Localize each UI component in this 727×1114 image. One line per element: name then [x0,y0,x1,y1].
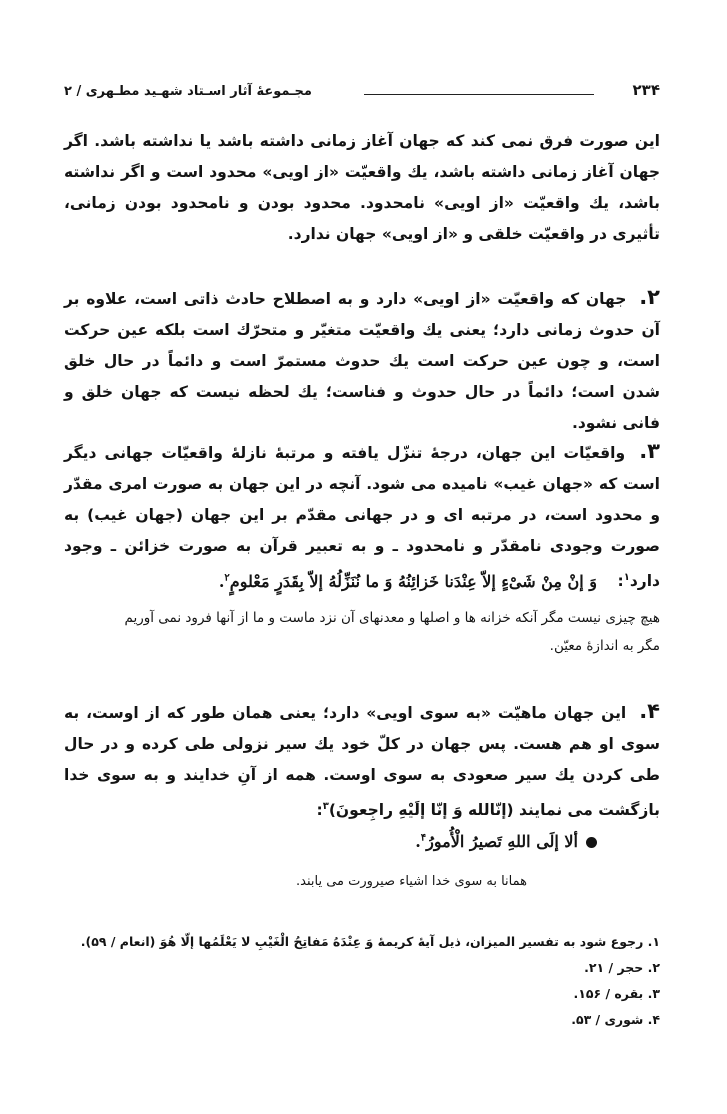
footnotes [64,929,660,1033]
footnote-3: ۳. بقره / ۱۵۶. [573,986,660,1001]
paragraph-text: این جهان ماهیّت «به سوی اویی» دارد؛ یعنی همان طور که از اوست، به سوی او هم هست. پس جهان در کلّ خود یك سیر نزولی طی کرده و در حال طی کردن یك سیر صعودی به سوی اوست. همه از آنِ خدایند و به سوی خدا بازگشت می نمایند [64,704,660,820]
page-number: ۲۳۴ [632,81,660,99]
running-header [64,80,660,106]
paragraph-3: ۳. واقعیّات این جهان، درجهٔ تنزّل یافته و مرتبهٔ نازلهٔ واقعیّات جهانی دیگر است که «جهان غیب» نامیده می شود. آنچه در این جهان به صورت امری مقدّر و محدود است، در مرتبه ای و در جهانی مقدّم بر این جهان (جهان غیب) به صورت وجودی نامقدّر و نامحدود ـ و به تعبیر قرآن به صورت خزائن ـ وجود دارد$^۱$: [64,439,660,591]
footnote-ref: ۱ [623,572,630,583]
section-number: ۲. [639,285,660,309]
verse-2-translation: همانا به سوی خدا اشیاء صیرورت می یابند. [296,874,527,889]
inline-verse: (إنّالله وَ إنّا إلَیْهِ راجِعونَ) [328,801,514,820]
verse-text: وَ إنْ مِنْ شَیْءٍ إلاّ عِنْدَنا خَزائِنُهُ وَ ما نُنَزِّلُهُ إلاّ بِقَدَرٍ مَعْلومٍ [229,572,597,591]
verse-1-translation: هیچ چیزی نیست مگر آنکه خزانه ها و اصلها و معدنهای آن نزد ماست و ما از آنها فرود نمی آوریم مگر به اندازهٔ معیّن. [124,610,660,654]
footnote-1: ۱. رجوع شود به تفسیر المیزان، ذیل آیهٔ کریمهٔ وَ عِنْدَهُ مَفاتِحُ الْغَیْبِ لا یَعْلَمُها إلّا هُوَ (انعام / ۵۹). [80,934,660,949]
bullet-icon [586,837,597,848]
section-number: ۳. [639,439,660,463]
footnote-4: ۴. شوری / ۵۳. [571,1012,660,1027]
quran-verse-2: ألا إلَی اللهِ تَصیرُ الْأُمورُ$^۴$. [415,832,597,851]
paragraph-text: این صورت فرق نمی کند که جهان آغاز زمانی داشته باشد یا نداشته باشد. اگر جهان آغاز زمانی داشته باشد، یك واقعیّت «از اویی» محدود است و اگر نداشته باشد، یك واقعیّت «از اویی» نامحدود. محدود بودن و نامحدود بودن زمانی، تأثیری در واقعیّت خلقی و «از اویی» جهان ندارد. [64,132,660,243]
footnote-2: ۲. حجر / ۲۱. [584,960,660,975]
paragraph-text: واقعیّات این جهان، درجهٔ تنزّل یافته و مرتبهٔ نازلهٔ واقعیّات جهانی دیگر است که «جهان غیب» نامیده می شود. آنچه در این جهان به صورت امری مقدّر و محدود است، در مرتبه ای و در جهانی مقدّم بر این جهان (جهان غیب) به صورت وجودی نامقدّر و نامحدود ـ و به تعبیر قرآن به صورت خزائن ـ وجود دارد [64,444,660,591]
footnote-ref: ۲ [224,572,230,584]
quran-verse-1: وَ إنْ مِنْ شَیْءٍ إلاّ عِنْدَنا خَزائِنُهُ وَ ما نُنَزِّلُهُ إلاّ بِقَدَرٍ مَعْلومٍ$^۲$. [218,572,597,591]
paragraph-text: جهان که واقعیّت «از اویی» دارد و به اصطلاح حادث ذاتی است، علاوه بر آن حدوث زمانی دارد؛ یعنی یك واقعیّت متغیّر و متحرّك است بلکه عین حرکت است، و چون عین حرکت است یك حدوث مستمرّ است و دائماً در حال خلق شدن است؛ دائماً در حال حدوث و فناست؛ یك لحظه نیست که جهان خلق و فانی نشود. [64,290,660,432]
paragraph-2 [64,282,660,439]
header-rule [364,94,594,95]
paragraph-4: ۴. این جهان ماهیّت «به سوی اویی» دارد؛ یعنی همان طور که از اوست، به سوی او هم هست. پس جهان در کلّ خود یك سیر نزولی طی کرده و در حال طی کردن یك سیر صعودی به سوی اوست. همه از آنِ خدایند و به سوی خدا بازگشت می نمایند (إنّالله وَ إنّا إلَیْهِ راجِعونَ)$^۳$: [64,699,660,820]
running-title: مجـموعهٔ آثار اسـتاد شهـید مطـهری / ۲ [64,84,312,99]
footnote-ref: ۳ [322,801,329,812]
paragraph-continuation [64,126,660,250]
verse-text: ألا إلَی اللهِ تَصیرُ الْأُمورُ [426,832,578,851]
footnote-ref: ۴ [420,832,427,844]
section-number: ۴. [639,699,660,723]
